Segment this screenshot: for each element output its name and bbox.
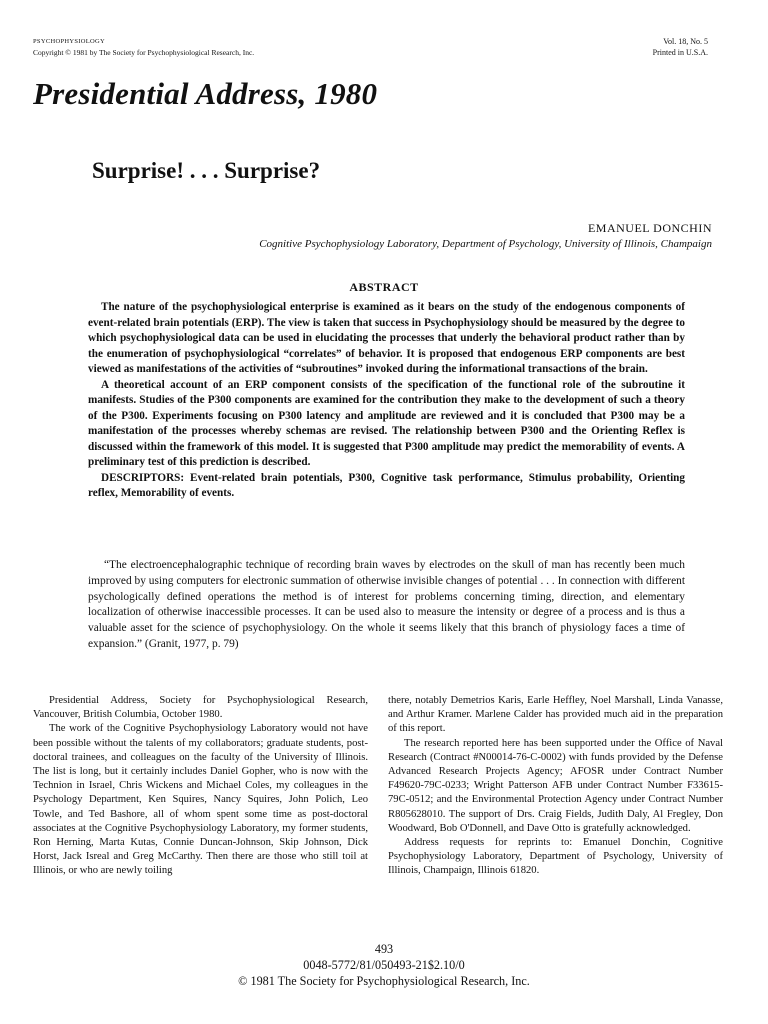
volume-number: Vol. 18, No. 5 xyxy=(663,37,708,46)
epigraph-quote xyxy=(88,558,685,653)
footnote-paragraph: The work of the Cognitive Psychophysiology Laboratory would not have been possible without the talents of my collaborators; graduate students, post-doctoral trainees, and colleagues on the faculty of the University of Illinois. The list is long, but it certainly includes Daniel Gopher, who is now with the Technion in Israel, Chris Wickens and Michael Coles, my colleagues in the Psychology Department, Ken Squires, Nancy Squires, John Polich, Leo Towle, and Ted Bashore, all of whom spent some time as post-doctoral associates at the Cognitive Psychophysiology Laboratory, my former students, Ron Herning, Marta Kutas, Connie Duncan-Johnson, Skip Johnson, Dick Horst, Jack Isreal and Greg McCarthy. Then there are those who still toil at Illinois, or who are newly toiling xyxy=(33,723,368,877)
running-header-left xyxy=(33,36,254,58)
running-header-right xyxy=(653,36,708,58)
abstract-heading: ABSTRACT xyxy=(349,280,419,294)
printed-location: Printed in U.S.A. xyxy=(652,48,708,57)
footer-copyright: © 1981 The Society for Psychophysiological Research, Inc. xyxy=(238,974,530,988)
publication-code: 0048-5772/81/050493-21$2.10/0 xyxy=(303,958,465,972)
footnote-paragraph: Address requests for reprints to: Emanuel Donchin, Cognitive Psychophysiology Laboratory, Department of Psychology, University of Illinois, Champaign, Illinois 61820. xyxy=(388,837,723,877)
footnote-column-left xyxy=(33,694,368,879)
author-name: EMANUEL DONCHIN xyxy=(587,221,712,235)
abstract-paragraph: The nature of the psychophysiological enterprise is examined as it bears on the study of the endogenous components of event-related brain potentials (ERP). The view is taken that success in Psychophysiology should be measured by the degree to which psychophysiological data can be used in elucidating the processes that underly the behavioral product rather than by the enumeration of psychophysiological “correlates” of behavior. It is proposed that endogenous ERP components are best viewed as manifestations of the activities of “subroutines” invoked during the informational transactions of the brain. xyxy=(88,301,685,375)
journal-name: PSYCHOPHYSIOLOGY xyxy=(33,38,105,45)
footnote-paragraph: there, notably Demetrios Karis, Earle Heffley, Noel Marshall, Linda Vanasse, and Arthur Kramer. Marlene Calder has provided much aid in the preparation of this report. xyxy=(388,695,723,735)
footnote-paragraph: Presidential Address, Society for Psychophysiological Research, Vancouver, British Columbia, October 1980. xyxy=(33,695,368,721)
paper-subtitle: Surprise! . . . Surprise? xyxy=(92,158,321,183)
abstract-body xyxy=(88,300,685,502)
author-affiliation: Cognitive Psychophysiology Laboratory, Department of Psychology, University of Illinois, Champaign xyxy=(259,238,712,250)
page-footer xyxy=(0,941,768,989)
footnote-paragraph: The research reported here has been supported under the Office of Naval Research (Contract #N00014-76-C-0002) with funds provided by the Defense Advanced Research Projects Agency; AFOSR under Contract Number F49620-79C-0233; Wright Patterson AFB under Contract Number F33615-79C-0512; and the Environmental Protection Agency under Contract Number R805628010. The support of Drs. Craig Fields, Judith Daly, Al Fregley, Don Woodward, Bob O'Donnell, and Dave Otto is gratefully acknowledged. xyxy=(388,737,723,834)
epigraph-text: “The electroencephalographic technique of recording brain waves by electrodes on the skull of man has recently been much improved by using computers for electronic summation of otherwise invisible changes of potential . . . In connection with different psychologically defined operations the method is of interest for problems concerning timing, direction, and elementary localization of otherwise inaccessible processes. It can be used also to measure the intensity or degree of a process and is thus a valuable asset for the science of psychophysiology. On the whole it seems likely that this branch of physiology faces a time of expansion.” (Granit, 1977, p. 79) xyxy=(88,559,685,650)
header-copyright: Copyright © 1981 by The Society for Psychophysiological Research, Inc. xyxy=(33,48,255,57)
abstract-descriptors: DESCRIPTORS: Event-related brain potentials, P300, Cognitive task performance, Stimulus probability, Orienting reflex, Memorability of events. xyxy=(88,471,685,499)
page-number: 493 xyxy=(374,942,394,956)
footnote-column-right xyxy=(388,694,723,879)
paper-title: Presidential Address, 1980 xyxy=(33,76,378,111)
abstract-paragraph: A theoretical account of an ERP component consists of the specification of the functional role of the subroutine it manifests. Studies of the P300 components are examined for the contribution they make to the development of such a theory of the P300. Experiments focusing on P300 latency and amplitude are reviewed and it is concluded that P300 may be a manifestation of the processes whereby schemas are revised. The relationship between P300 and the Orienting Reflex is discussed within the framework of this model. It is suggested that P300 amplitude may predict the memorability of events. A preliminary test of this prediction is described. xyxy=(88,378,685,468)
